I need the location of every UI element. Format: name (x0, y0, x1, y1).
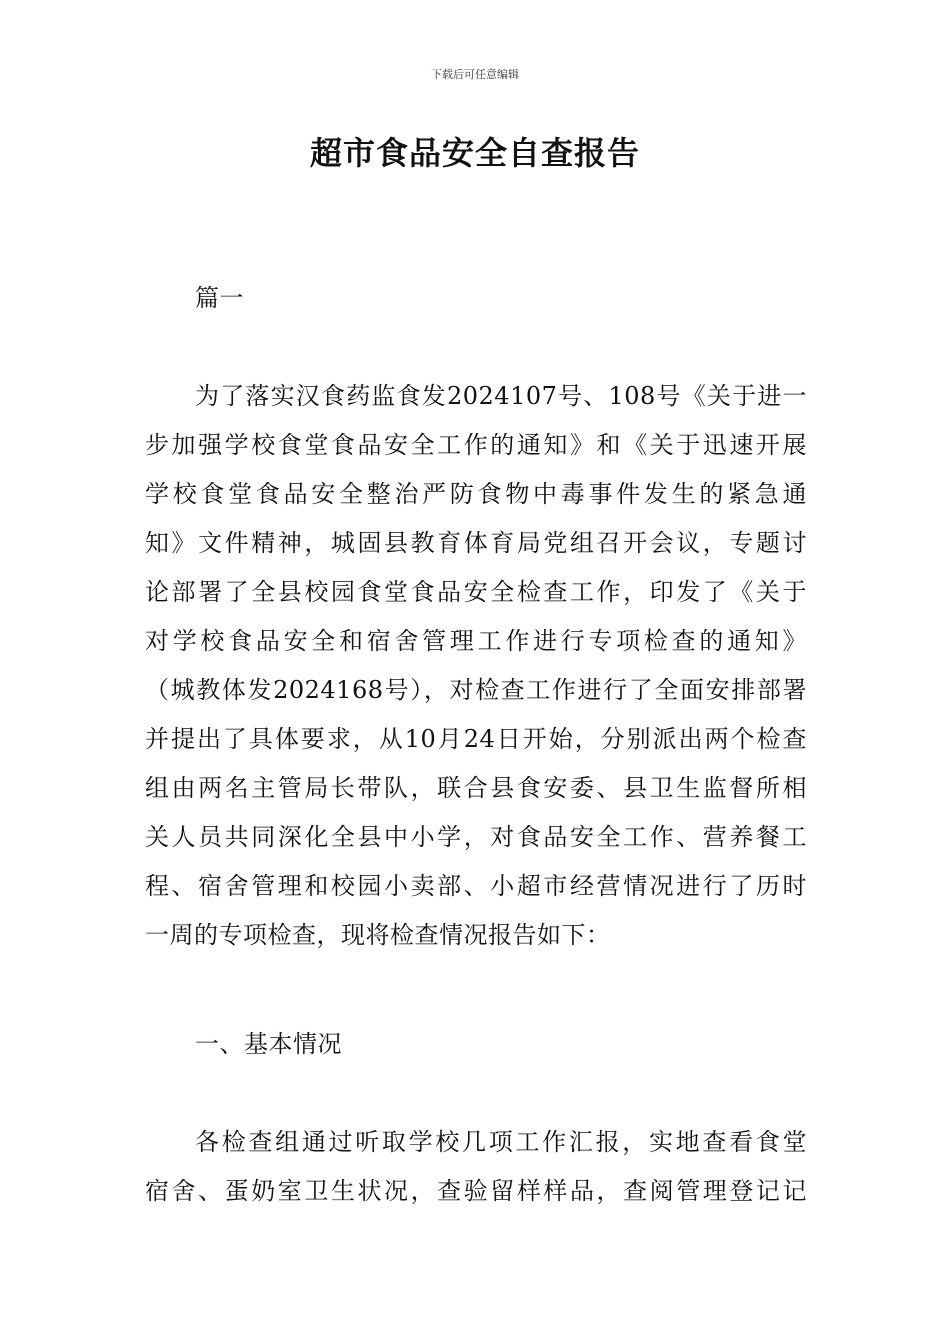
paragraph-2 (145, 1118, 807, 1216)
heading-block (145, 1020, 807, 1069)
text-line: 论部署了全县校园食堂食品安全检查工作，印发了《关于 (145, 578, 807, 606)
text-line: 学校食堂食品安全整治严防食物中毒事件发生的紧急通 (145, 480, 807, 508)
text-line: 并提出了具体要求，从10月24日开始，分别派出两个检查 (145, 725, 807, 753)
text-line: 对学校食品安全和宿舍管理工作进行专项检查的通知》 (145, 627, 807, 655)
text-line: 各检查组通过听取学校几项工作汇报，实地查看食堂 (195, 1128, 807, 1156)
text-line: （城教体发2024168号），对检查工作进行了全面安排部署 (145, 676, 807, 704)
text-line: 步加强学校食堂食品安全工作的通知》和《关于迅速开展 (145, 431, 807, 459)
text-line: 知》文件精神，城固县教育体育局党组召开会议，专题讨 (145, 529, 807, 557)
text-line: 一周的专项检查，现将检查情况报告如下： (145, 921, 611, 949)
text-line: 组由两名主管局长带队，联合县食安委、县卫生监督所相 (145, 774, 807, 802)
section-label-block (145, 274, 807, 323)
header-note: 下载后可任意编辑 (431, 68, 519, 81)
text-line: 宿舍、蛋奶室卫生状况，查验留样样品，查阅管理登记记 (145, 1177, 807, 1205)
document-title: 超市食品安全自查报告 (309, 134, 640, 172)
text-line: 关人员共同深化全县中小学，对食品安全工作、营养餐工 (145, 823, 807, 851)
section-label: 篇一 (195, 284, 244, 312)
paragraph-1 (145, 372, 807, 960)
text-line: 为了落实汉食药监食发2024107号、108号《关于进一 (195, 382, 807, 410)
section-heading: 一、基本情况 (195, 1030, 342, 1058)
text-line: 程、宿舍管理和校园小卖部、小超市经营情况进行了历时 (145, 872, 807, 900)
